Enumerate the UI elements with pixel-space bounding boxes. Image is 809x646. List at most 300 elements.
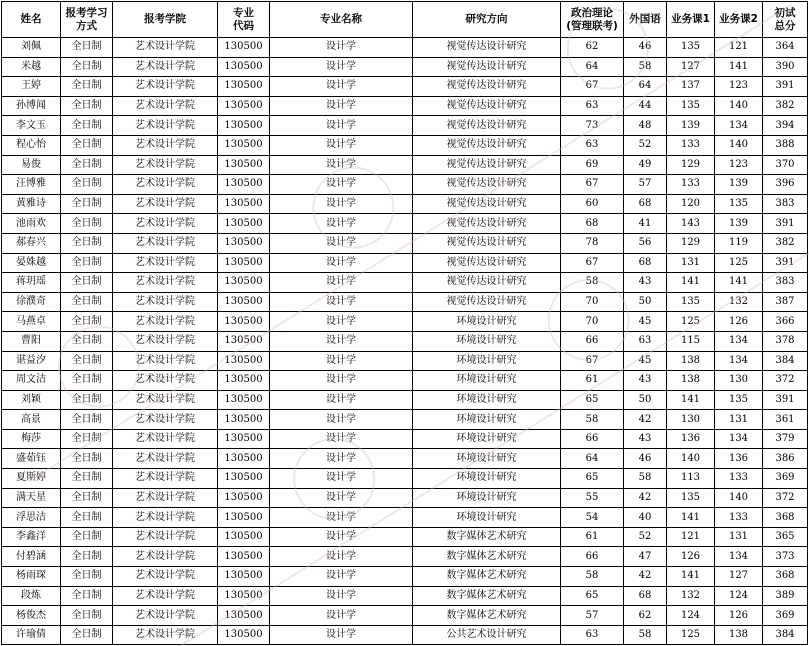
cell-name: 刘佩 (2, 38, 61, 58)
cell-major-code: 130500 (218, 410, 270, 430)
cell-study-mode: 全日制 (61, 273, 113, 293)
cell-research-direction: 环境设计研究 (413, 371, 561, 391)
cell-major-name: 设计学 (270, 586, 413, 606)
cell-subject-1-score: 129 (667, 155, 715, 175)
cell-name: 徐濮奇 (2, 292, 61, 312)
cell-major-code: 130500 (218, 312, 270, 332)
cell-total-score: 396 (763, 175, 808, 195)
cell-major-code: 130500 (218, 214, 270, 234)
cell-subject-1-score: 120 (667, 194, 715, 214)
cell-college: 艺术设计学院 (113, 96, 218, 116)
cell-subject-2-score: 139 (715, 175, 763, 195)
cell-study-mode: 全日制 (61, 625, 113, 645)
cell-major-name: 设计学 (270, 390, 413, 410)
cell-college: 艺术设计学院 (113, 57, 218, 77)
cell-subject-2-score: 121 (715, 38, 763, 58)
cell-subject-1-score: 127 (667, 57, 715, 77)
cell-name: 浮思洁 (2, 508, 61, 528)
cell-subject-1-score: 140 (667, 449, 715, 469)
cell-research-direction: 数字媒体艺术研究 (413, 586, 561, 606)
cell-foreign-language-score: 68 (624, 253, 667, 273)
cell-study-mode: 全日制 (61, 175, 113, 195)
cell-research-direction: 视觉传达设计研究 (413, 57, 561, 77)
cell-foreign-language-score: 46 (624, 38, 667, 58)
cell-major-name: 设计学 (270, 77, 413, 97)
cell-major-code: 130500 (218, 77, 270, 97)
cell-major-code: 130500 (218, 175, 270, 195)
table-row (2, 488, 808, 508)
cell-politics-score: 63 (561, 135, 624, 155)
table-row (2, 508, 808, 528)
cell-major-name: 设计学 (270, 96, 413, 116)
table-row (2, 57, 808, 77)
cell-subject-2-score: 141 (715, 273, 763, 293)
cell-research-direction: 环境设计研究 (413, 488, 561, 508)
cell-study-mode: 全日制 (61, 57, 113, 77)
table-row (2, 625, 808, 645)
table-row (2, 469, 808, 489)
cell-name: 谌益汐 (2, 351, 61, 371)
cell-total-score: 391 (763, 214, 808, 234)
cell-study-mode: 全日制 (61, 96, 113, 116)
cell-foreign-language-score: 47 (624, 547, 667, 567)
cell-total-score: 384 (763, 625, 808, 645)
cell-foreign-language-score: 45 (624, 312, 667, 332)
cell-college: 艺术设计学院 (113, 606, 218, 626)
cell-foreign-language-score: 44 (624, 96, 667, 116)
cell-subject-2-score: 141 (715, 57, 763, 77)
cell-total-score: 382 (763, 96, 808, 116)
cell-politics-score: 61 (561, 371, 624, 391)
cell-total-score: 378 (763, 331, 808, 351)
cell-study-mode: 全日制 (61, 233, 113, 253)
cell-total-score: 365 (763, 527, 808, 547)
header-study-mode: 报考学习 方式 (61, 2, 113, 38)
cell-total-score: 387 (763, 292, 808, 312)
cell-total-score: 390 (763, 57, 808, 77)
cell-study-mode: 全日制 (61, 135, 113, 155)
cell-subject-2-score: 138 (715, 625, 763, 645)
cell-foreign-language-score: 43 (624, 371, 667, 391)
cell-major-name: 设计学 (270, 175, 413, 195)
cell-college: 艺术设计学院 (113, 253, 218, 273)
cell-total-score: 391 (763, 77, 808, 97)
header-foreign-language: 外国语 (624, 2, 667, 38)
cell-subject-1-score: 138 (667, 351, 715, 371)
cell-subject-2-score: 126 (715, 606, 763, 626)
cell-college: 艺术设计学院 (113, 273, 218, 293)
cell-college: 艺术设计学院 (113, 449, 218, 469)
cell-subject-2-score: 133 (715, 508, 763, 528)
cell-politics-score: 65 (561, 586, 624, 606)
cell-subject-1-score: 132 (667, 586, 715, 606)
cell-college: 艺术设计学院 (113, 175, 218, 195)
cell-subject-2-score: 130 (715, 371, 763, 391)
cell-politics-score: 65 (561, 469, 624, 489)
cell-major-code: 130500 (218, 194, 270, 214)
cell-study-mode: 全日制 (61, 312, 113, 332)
table-row (2, 390, 808, 410)
cell-politics-score: 57 (561, 606, 624, 626)
cell-subject-1-score: 137 (667, 77, 715, 97)
cell-research-direction: 环境设计研究 (413, 508, 561, 528)
cell-major-code: 130500 (218, 449, 270, 469)
cell-study-mode: 全日制 (61, 292, 113, 312)
cell-subject-2-score: 134 (715, 331, 763, 351)
cell-study-mode: 全日制 (61, 469, 113, 489)
cell-subject-1-score: 125 (667, 312, 715, 332)
cell-research-direction: 视觉传达设计研究 (413, 77, 561, 97)
cell-subject-1-score: 135 (667, 96, 715, 116)
cell-research-direction: 视觉传达设计研究 (413, 96, 561, 116)
table-row (2, 351, 808, 371)
cell-politics-score: 69 (561, 155, 624, 175)
table-row (2, 312, 808, 332)
cell-politics-score: 67 (561, 175, 624, 195)
cell-total-score: 383 (763, 194, 808, 214)
cell-research-direction: 视觉传达设计研究 (413, 155, 561, 175)
cell-subject-1-score: 141 (667, 273, 715, 293)
cell-subject-2-score: 135 (715, 390, 763, 410)
cell-college: 艺术设计学院 (113, 488, 218, 508)
cell-major-name: 设计学 (270, 527, 413, 547)
cell-major-name: 设计学 (270, 351, 413, 371)
cell-name: 郝春兴 (2, 233, 61, 253)
cell-politics-score: 60 (561, 194, 624, 214)
cell-subject-1-score: 135 (667, 38, 715, 58)
cell-politics-score: 68 (561, 214, 624, 234)
cell-research-direction: 视觉传达设计研究 (413, 214, 561, 234)
cell-politics-score: 64 (561, 449, 624, 469)
cell-subject-2-score: 119 (715, 233, 763, 253)
cell-foreign-language-score: 48 (624, 116, 667, 136)
cell-college: 艺术设计学院 (113, 331, 218, 351)
cell-foreign-language-score: 42 (624, 410, 667, 430)
cell-politics-score: 54 (561, 508, 624, 528)
cell-college: 艺术设计学院 (113, 547, 218, 567)
header-total-score: 初试 总分 (763, 2, 808, 38)
cell-politics-score: 73 (561, 116, 624, 136)
cell-foreign-language-score: 41 (624, 214, 667, 234)
cell-foreign-language-score: 42 (624, 488, 667, 508)
cell-total-score: 369 (763, 606, 808, 626)
cell-major-code: 130500 (218, 38, 270, 58)
cell-politics-score: 58 (561, 567, 624, 587)
cell-major-name: 设计学 (270, 292, 413, 312)
cell-study-mode: 全日制 (61, 77, 113, 97)
cell-major-name: 设计学 (270, 508, 413, 528)
cell-subject-2-score: 125 (715, 253, 763, 273)
table-row (2, 547, 808, 567)
cell-research-direction: 视觉传达设计研究 (413, 233, 561, 253)
cell-study-mode: 全日制 (61, 410, 113, 430)
cell-major-code: 130500 (218, 469, 270, 489)
cell-total-score: 394 (763, 116, 808, 136)
table-header-row (2, 2, 808, 38)
cell-subject-2-score: 134 (715, 351, 763, 371)
cell-major-code: 130500 (218, 155, 270, 175)
cell-major-code: 130500 (218, 57, 270, 77)
cell-major-name: 设计学 (270, 567, 413, 587)
table-row (2, 449, 808, 469)
cell-name: 黄雅诗 (2, 194, 61, 214)
cell-subject-1-score: 138 (667, 371, 715, 391)
cell-name: 许瑜倩 (2, 625, 61, 645)
cell-subject-2-score: 126 (715, 312, 763, 332)
cell-name: 梅莎 (2, 429, 61, 449)
cell-college: 艺术设计学院 (113, 233, 218, 253)
cell-college: 艺术设计学院 (113, 214, 218, 234)
cell-name: 孙博闻 (2, 96, 61, 116)
cell-name: 周文洁 (2, 371, 61, 391)
table-row (2, 233, 808, 253)
cell-subject-1-score: 115 (667, 331, 715, 351)
cell-total-score: 364 (763, 38, 808, 58)
cell-foreign-language-score: 58 (624, 57, 667, 77)
cell-foreign-language-score: 58 (624, 625, 667, 645)
header-subject-1: 业务课1 (667, 2, 715, 38)
cell-subject-2-score: 140 (715, 96, 763, 116)
header-college: 报考学院 (113, 2, 218, 38)
cell-politics-score: 66 (561, 547, 624, 567)
header-research-direction: 研究方向 (413, 2, 561, 38)
cell-foreign-language-score: 45 (624, 351, 667, 371)
table-row (2, 273, 808, 293)
cell-college: 艺术设计学院 (113, 135, 218, 155)
cell-college: 艺术设计学院 (113, 155, 218, 175)
table-row (2, 292, 808, 312)
cell-subject-2-score: 134 (715, 429, 763, 449)
cell-study-mode: 全日制 (61, 351, 113, 371)
header-major-name: 专业名称 (270, 2, 413, 38)
cell-study-mode: 全日制 (61, 194, 113, 214)
cell-total-score: 389 (763, 586, 808, 606)
cell-subject-1-score: 131 (667, 253, 715, 273)
cell-major-name: 设计学 (270, 155, 413, 175)
cell-major-code: 130500 (218, 488, 270, 508)
cell-study-mode: 全日制 (61, 116, 113, 136)
cell-subject-1-score: 135 (667, 292, 715, 312)
cell-subject-2-score: 135 (715, 194, 763, 214)
cell-name: 段炼 (2, 586, 61, 606)
table-row (2, 38, 808, 58)
table-row (2, 586, 808, 606)
cell-subject-2-score: 132 (715, 292, 763, 312)
cell-study-mode: 全日制 (61, 586, 113, 606)
cell-name: 易俊 (2, 155, 61, 175)
cell-research-direction: 数字媒体艺术研究 (413, 567, 561, 587)
cell-study-mode: 全日制 (61, 547, 113, 567)
cell-subject-1-score: 143 (667, 214, 715, 234)
cell-name: 池雨欢 (2, 214, 61, 234)
table-row (2, 77, 808, 97)
cell-major-name: 设计学 (270, 116, 413, 136)
cell-name: 李鑫洋 (2, 527, 61, 547)
cell-subject-1-score: 113 (667, 469, 715, 489)
cell-total-score: 369 (763, 469, 808, 489)
cell-major-code: 130500 (218, 292, 270, 312)
cell-major-name: 设计学 (270, 606, 413, 626)
cell-total-score: 370 (763, 155, 808, 175)
cell-subject-1-score: 135 (667, 488, 715, 508)
cell-total-score: 384 (763, 351, 808, 371)
cell-major-code: 130500 (218, 135, 270, 155)
cell-study-mode: 全日制 (61, 508, 113, 528)
cell-name: 米越 (2, 57, 61, 77)
cell-foreign-language-score: 52 (624, 135, 667, 155)
cell-college: 艺术设计学院 (113, 586, 218, 606)
cell-politics-score: 78 (561, 233, 624, 253)
cell-politics-score: 67 (561, 77, 624, 97)
cell-name: 王婷 (2, 77, 61, 97)
cell-major-name: 设计学 (270, 371, 413, 391)
cell-research-direction: 数字媒体艺术研究 (413, 527, 561, 547)
cell-major-code: 130500 (218, 390, 270, 410)
cell-foreign-language-score: 40 (624, 508, 667, 528)
cell-total-score: 382 (763, 233, 808, 253)
cell-subject-1-score: 126 (667, 547, 715, 567)
cell-college: 艺术设计学院 (113, 469, 218, 489)
cell-research-direction: 视觉传达设计研究 (413, 38, 561, 58)
cell-name: 杨俊杰 (2, 606, 61, 626)
cell-subject-2-score: 139 (715, 214, 763, 234)
cell-study-mode: 全日制 (61, 214, 113, 234)
cell-study-mode: 全日制 (61, 371, 113, 391)
cell-college: 艺术设计学院 (113, 390, 218, 410)
cell-study-mode: 全日制 (61, 567, 113, 587)
cell-research-direction: 数字媒体艺术研究 (413, 606, 561, 626)
header-major-code: 专业 代码 (218, 2, 270, 38)
cell-politics-score: 70 (561, 312, 624, 332)
cell-name: 刘颖 (2, 390, 61, 410)
cell-major-name: 设计学 (270, 135, 413, 155)
cell-total-score: 368 (763, 567, 808, 587)
cell-subject-2-score: 140 (715, 488, 763, 508)
cell-total-score: 391 (763, 253, 808, 273)
cell-subject-2-score: 134 (715, 547, 763, 567)
cell-subject-1-score: 141 (667, 508, 715, 528)
cell-name: 程心怡 (2, 135, 61, 155)
table-row (2, 96, 808, 116)
cell-foreign-language-score: 64 (624, 77, 667, 97)
cell-research-direction: 环境设计研究 (413, 390, 561, 410)
cell-research-direction: 视觉传达设计研究 (413, 292, 561, 312)
cell-major-code: 130500 (218, 351, 270, 371)
admission-score-table (1, 1, 808, 645)
table-body (2, 38, 808, 645)
cell-study-mode: 全日制 (61, 253, 113, 273)
table-row (2, 371, 808, 391)
cell-research-direction: 数字媒体艺术研究 (413, 547, 561, 567)
cell-major-name: 设计学 (270, 331, 413, 351)
cell-subject-1-score: 133 (667, 135, 715, 155)
cell-foreign-language-score: 50 (624, 292, 667, 312)
cell-total-score: 386 (763, 449, 808, 469)
cell-college: 艺术设计学院 (113, 116, 218, 136)
cell-research-direction: 环境设计研究 (413, 351, 561, 371)
cell-subject-2-score: 123 (715, 77, 763, 97)
cell-name: 付碧涵 (2, 547, 61, 567)
cell-foreign-language-score: 63 (624, 331, 667, 351)
cell-research-direction: 环境设计研究 (413, 469, 561, 489)
table-row (2, 194, 808, 214)
cell-subject-2-score: 127 (715, 567, 763, 587)
cell-major-name: 设计学 (270, 57, 413, 77)
cell-total-score: 368 (763, 508, 808, 528)
cell-major-code: 130500 (218, 233, 270, 253)
cell-college: 艺术设计学院 (113, 292, 218, 312)
cell-research-direction: 环境设计研究 (413, 449, 561, 469)
cell-research-direction: 视觉传达设计研究 (413, 135, 561, 155)
cell-total-score: 361 (763, 410, 808, 430)
table-row (2, 410, 808, 430)
cell-college: 艺术设计学院 (113, 567, 218, 587)
table-row (2, 527, 808, 547)
cell-foreign-language-score: 57 (624, 175, 667, 195)
cell-major-name: 设计学 (270, 312, 413, 332)
cell-major-name: 设计学 (270, 488, 413, 508)
cell-subject-2-score: 131 (715, 527, 763, 547)
cell-study-mode: 全日制 (61, 429, 113, 449)
cell-foreign-language-score: 58 (624, 469, 667, 489)
cell-college: 艺术设计学院 (113, 625, 218, 645)
header-name: 姓名 (2, 2, 61, 38)
cell-major-name: 设计学 (270, 273, 413, 293)
cell-politics-score: 63 (561, 96, 624, 116)
cell-major-code: 130500 (218, 331, 270, 351)
cell-subject-1-score: 141 (667, 567, 715, 587)
cell-foreign-language-score: 43 (624, 273, 667, 293)
cell-major-name: 设计学 (270, 469, 413, 489)
cell-study-mode: 全日制 (61, 449, 113, 469)
cell-subject-1-score: 121 (667, 527, 715, 547)
cell-research-direction: 视觉传达设计研究 (413, 253, 561, 273)
cell-study-mode: 全日制 (61, 155, 113, 175)
cell-major-name: 设计学 (270, 214, 413, 234)
cell-subject-1-score: 141 (667, 390, 715, 410)
cell-politics-score: 58 (561, 273, 624, 293)
cell-major-name: 设计学 (270, 547, 413, 567)
cell-subject-2-score: 134 (715, 116, 763, 136)
cell-college: 艺术设计学院 (113, 351, 218, 371)
cell-major-code: 130500 (218, 625, 270, 645)
cell-major-code: 130500 (218, 586, 270, 606)
cell-study-mode: 全日制 (61, 331, 113, 351)
cell-total-score: 372 (763, 488, 808, 508)
cell-college: 艺术设计学院 (113, 527, 218, 547)
cell-politics-score: 67 (561, 253, 624, 273)
cell-total-score: 388 (763, 135, 808, 155)
cell-subject-1-score: 129 (667, 233, 715, 253)
cell-politics-score: 63 (561, 625, 624, 645)
table-row (2, 116, 808, 136)
cell-foreign-language-score: 52 (624, 527, 667, 547)
cell-politics-score: 58 (561, 410, 624, 430)
cell-subject-1-score: 136 (667, 429, 715, 449)
header-subject-2: 业务课2 (715, 2, 763, 38)
cell-foreign-language-score: 68 (624, 586, 667, 606)
cell-name: 夏斯婷 (2, 469, 61, 489)
cell-college: 艺术设计学院 (113, 410, 218, 430)
cell-major-name: 设计学 (270, 253, 413, 273)
cell-major-name: 设计学 (270, 449, 413, 469)
cell-politics-score: 70 (561, 292, 624, 312)
header-politics-score: 政治理论 (管理联考) (561, 2, 624, 38)
cell-research-direction: 视觉传达设计研究 (413, 116, 561, 136)
cell-major-code: 130500 (218, 371, 270, 391)
table-row (2, 155, 808, 175)
cell-politics-score: 66 (561, 331, 624, 351)
